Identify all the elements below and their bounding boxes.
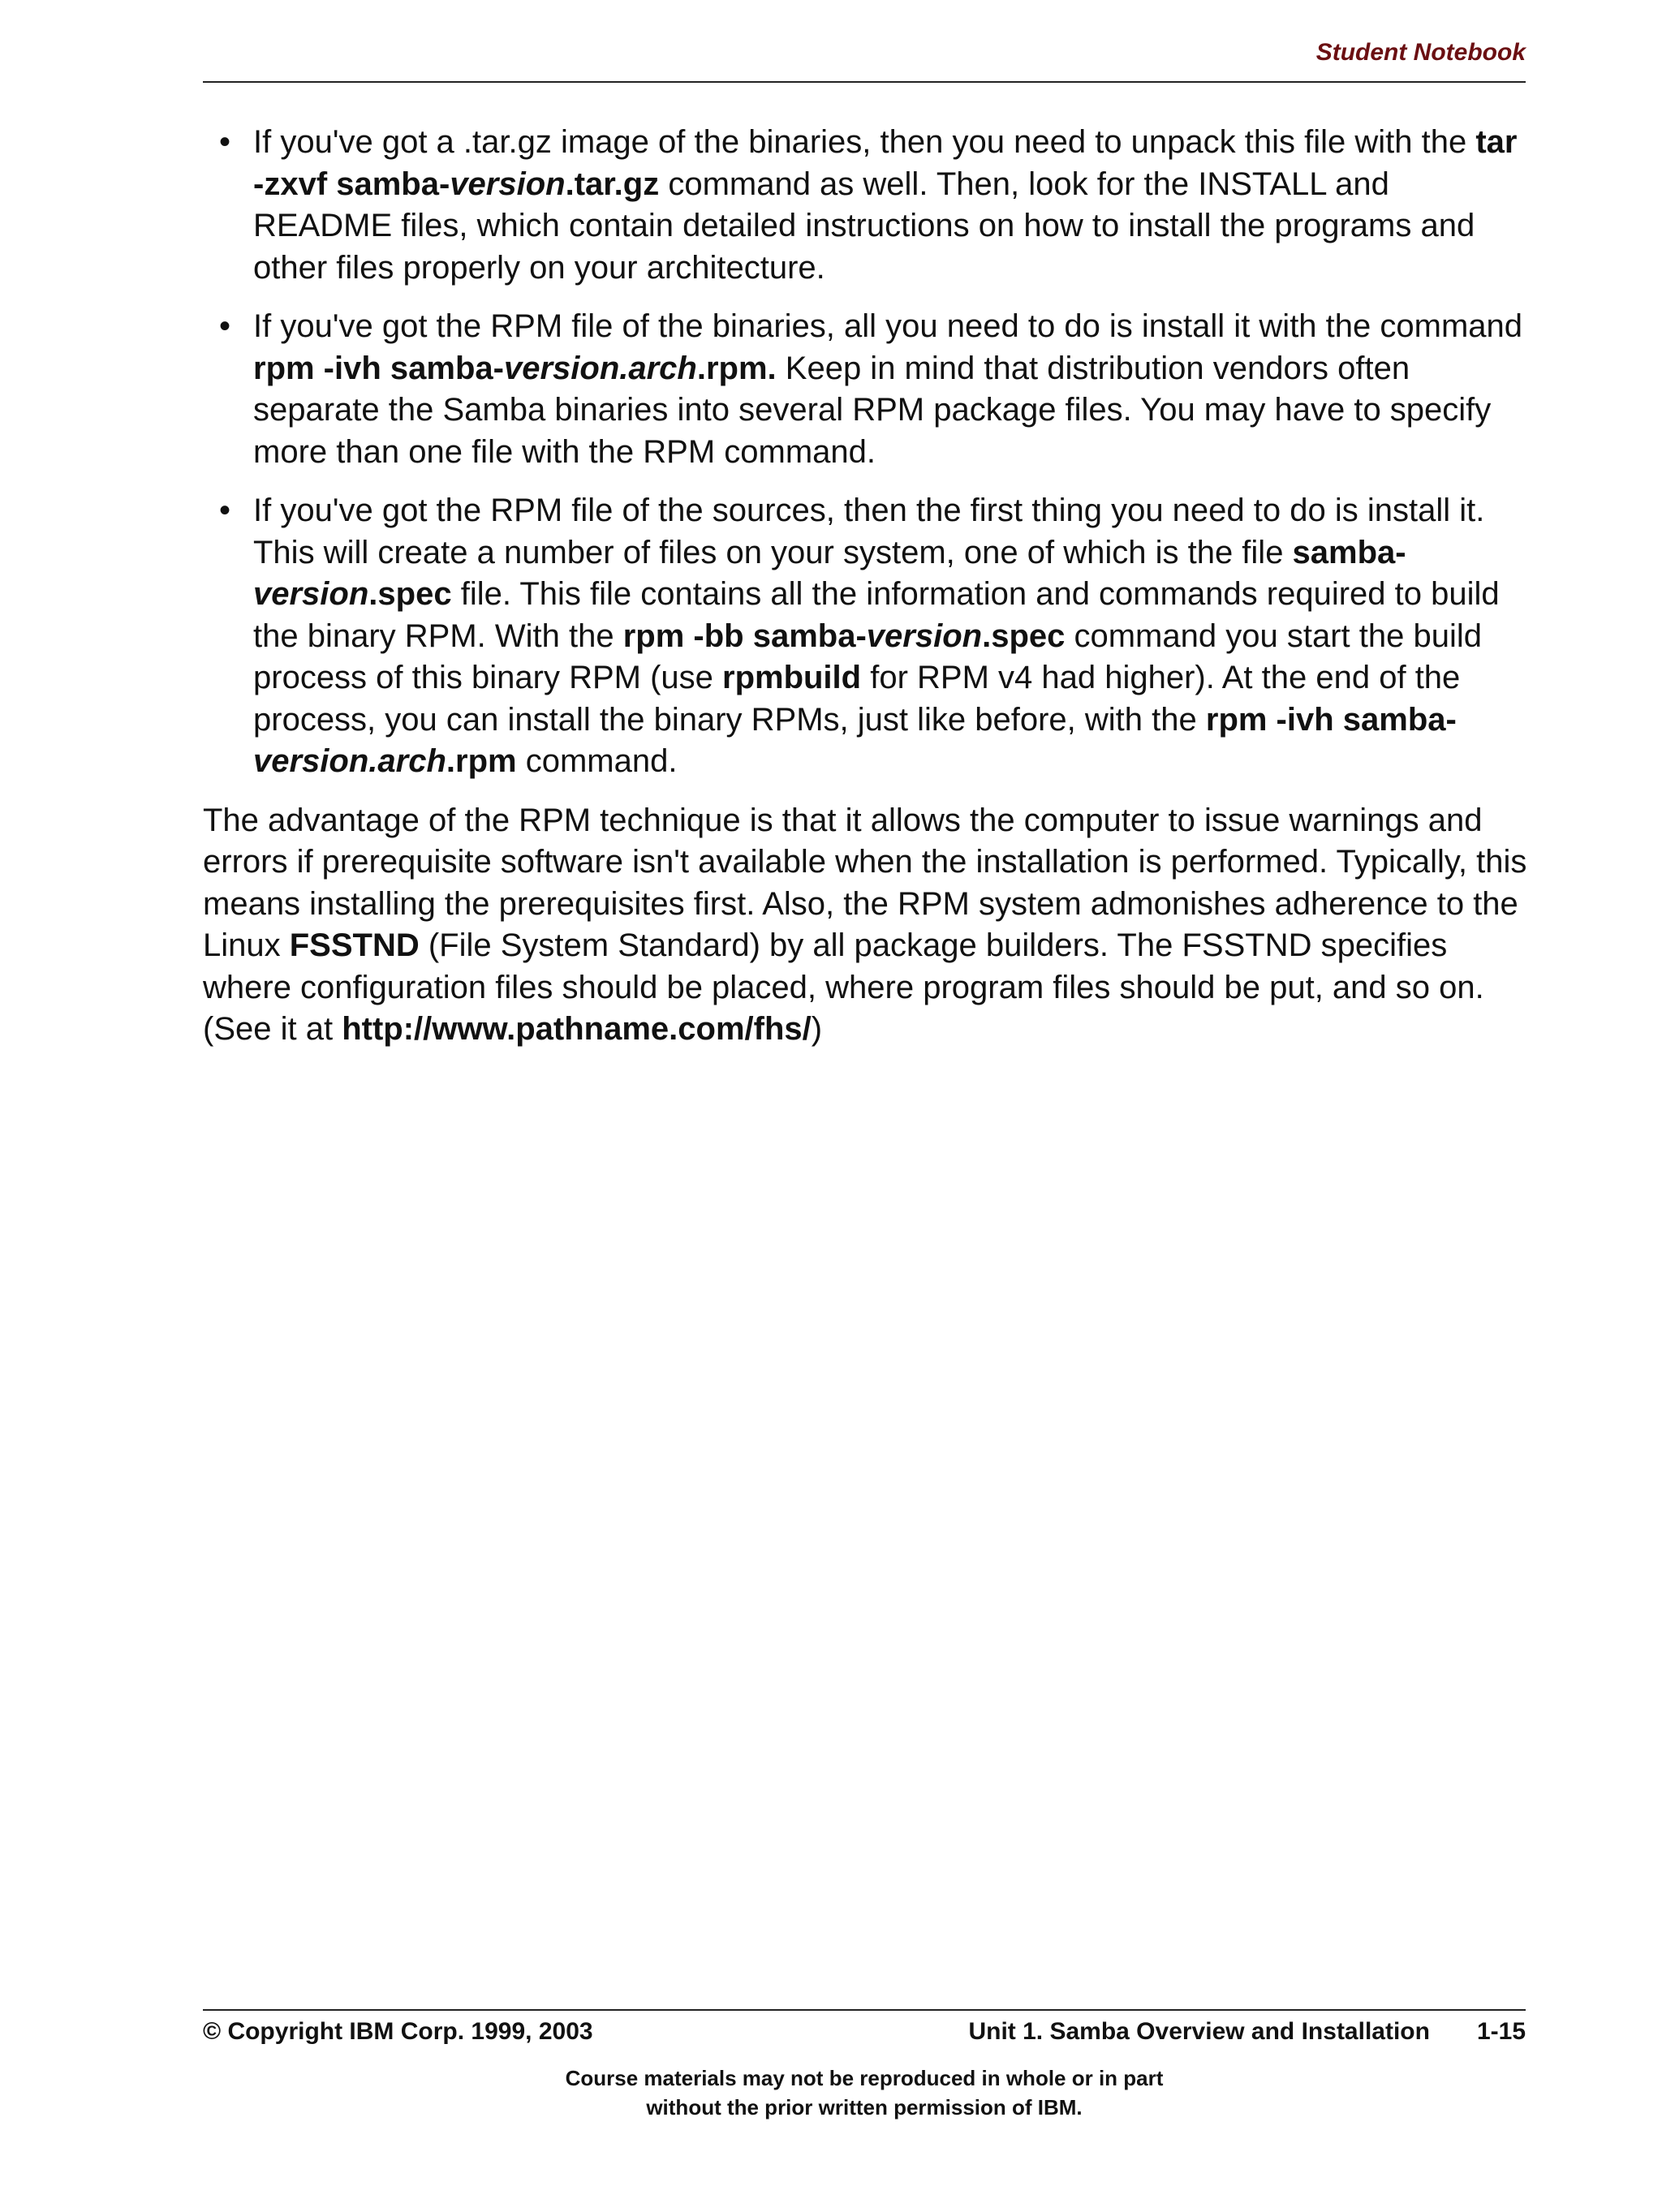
main-content (203, 122, 1527, 1051)
footer-unit-title: Unit 1. Samba Overview and Installation (968, 2018, 1430, 2045)
bullet-list (203, 122, 1527, 783)
command-variable: version (450, 166, 566, 202)
command-text: rpm -ivh samba- (1205, 701, 1457, 738)
paragraph-text: The advantage of the RPM technique is that it allows the computer to issue warnings and errors if prerequisite software isn't available when the installation is performed. Typically, this means installing the prerequisites first. Also, the RPM system admonishes adherence to the Linux (203, 802, 1527, 963)
bullet-text: command. (516, 743, 678, 779)
footer-unit-page (876, 2018, 1526, 2046)
bullet-text: command you start the build process of this binary RPM (use (253, 618, 1482, 695)
command-text: .tar.gz (565, 166, 660, 202)
bullet-dot-icon: • (219, 493, 231, 528)
bullet-text: If you've got a .tar.gz image of the binaries, then you need to unpack this file with the (253, 124, 1476, 160)
footer-copyright: © Copyright IBM Corp. 1999, 2003 (203, 2018, 593, 2045)
bullet-text: Keep in mind that distribution vendors often separate the Samba binaries into several RPM package files. You may have to specify more than one file with the RPM command. (253, 350, 1492, 470)
footer-rule (203, 2009, 1526, 2011)
bullet-text: file. This file contains all the information and commands required to build the binary RPM. With the (253, 576, 1500, 654)
bullet-item-rpm-binaries (203, 306, 1527, 473)
command-text: .spec (368, 576, 452, 612)
rpm-advantage-paragraph (203, 800, 1527, 1051)
fhs-url: http://www.pathname.com/fhs/ (342, 1011, 812, 1047)
running-header: Student Notebook (1315, 39, 1526, 66)
command-text: .rpm. (696, 350, 777, 386)
command-text: .rpm (446, 743, 517, 779)
bullet-text: If you've got the RPM file of the sources, then the first thing you need to do is install it. This will create a number of files on your system, one of which is the file (253, 493, 1485, 570)
command-text: rpm -bb samba- (622, 618, 867, 654)
command-variable: version (253, 576, 369, 612)
fsstnd-term: FSSTND (289, 927, 420, 963)
bullet-item-rpm-sources (203, 490, 1527, 783)
bullet-text: for RPM v4 had higher). At the end of the process, you can install the binary RPMs, just like before, with the (253, 660, 1461, 738)
command-variable: version.arch (503, 350, 697, 386)
bullet-item-tar-gz (203, 122, 1527, 289)
command-text: .spec (982, 618, 1066, 654)
command-variable: version (866, 618, 983, 654)
paragraph-text: ) (811, 1011, 823, 1047)
footer-notice-line-1: Course materials may not be reproduced in whole or in part (565, 2066, 1164, 2090)
footer-notice-line-2: without the prior written permission of IBM. (646, 2095, 1083, 2119)
bullet-dot-icon: • (219, 124, 231, 160)
command-text: samba- (1292, 534, 1406, 570)
command-variable: version.arch (253, 743, 446, 779)
footer-notice (203, 2064, 1526, 2122)
header-rule (203, 81, 1526, 83)
command-text: rpmbuild (722, 660, 862, 695)
paragraph-text: (File System Standard) by all package builders. The FSSTND specifies where configuration files should be placed, where program files should be put, and so on. (See it at (203, 927, 1484, 1047)
bullet-dot-icon: • (219, 308, 231, 344)
bullet-text: command as well. Then, look for the INSTALL and README files, which contain detailed instructions on how to install the programs and other files properly on your architecture. (253, 166, 1475, 286)
command-text: rpm -ivh samba- (253, 350, 504, 386)
command-text: tar -zxvf samba- (253, 124, 1518, 202)
bullet-text: If you've got the RPM file of the binaries, all you need to do is install it with the command (253, 308, 1523, 344)
footer-page-number: 1-15 (1476, 2018, 1526, 2045)
